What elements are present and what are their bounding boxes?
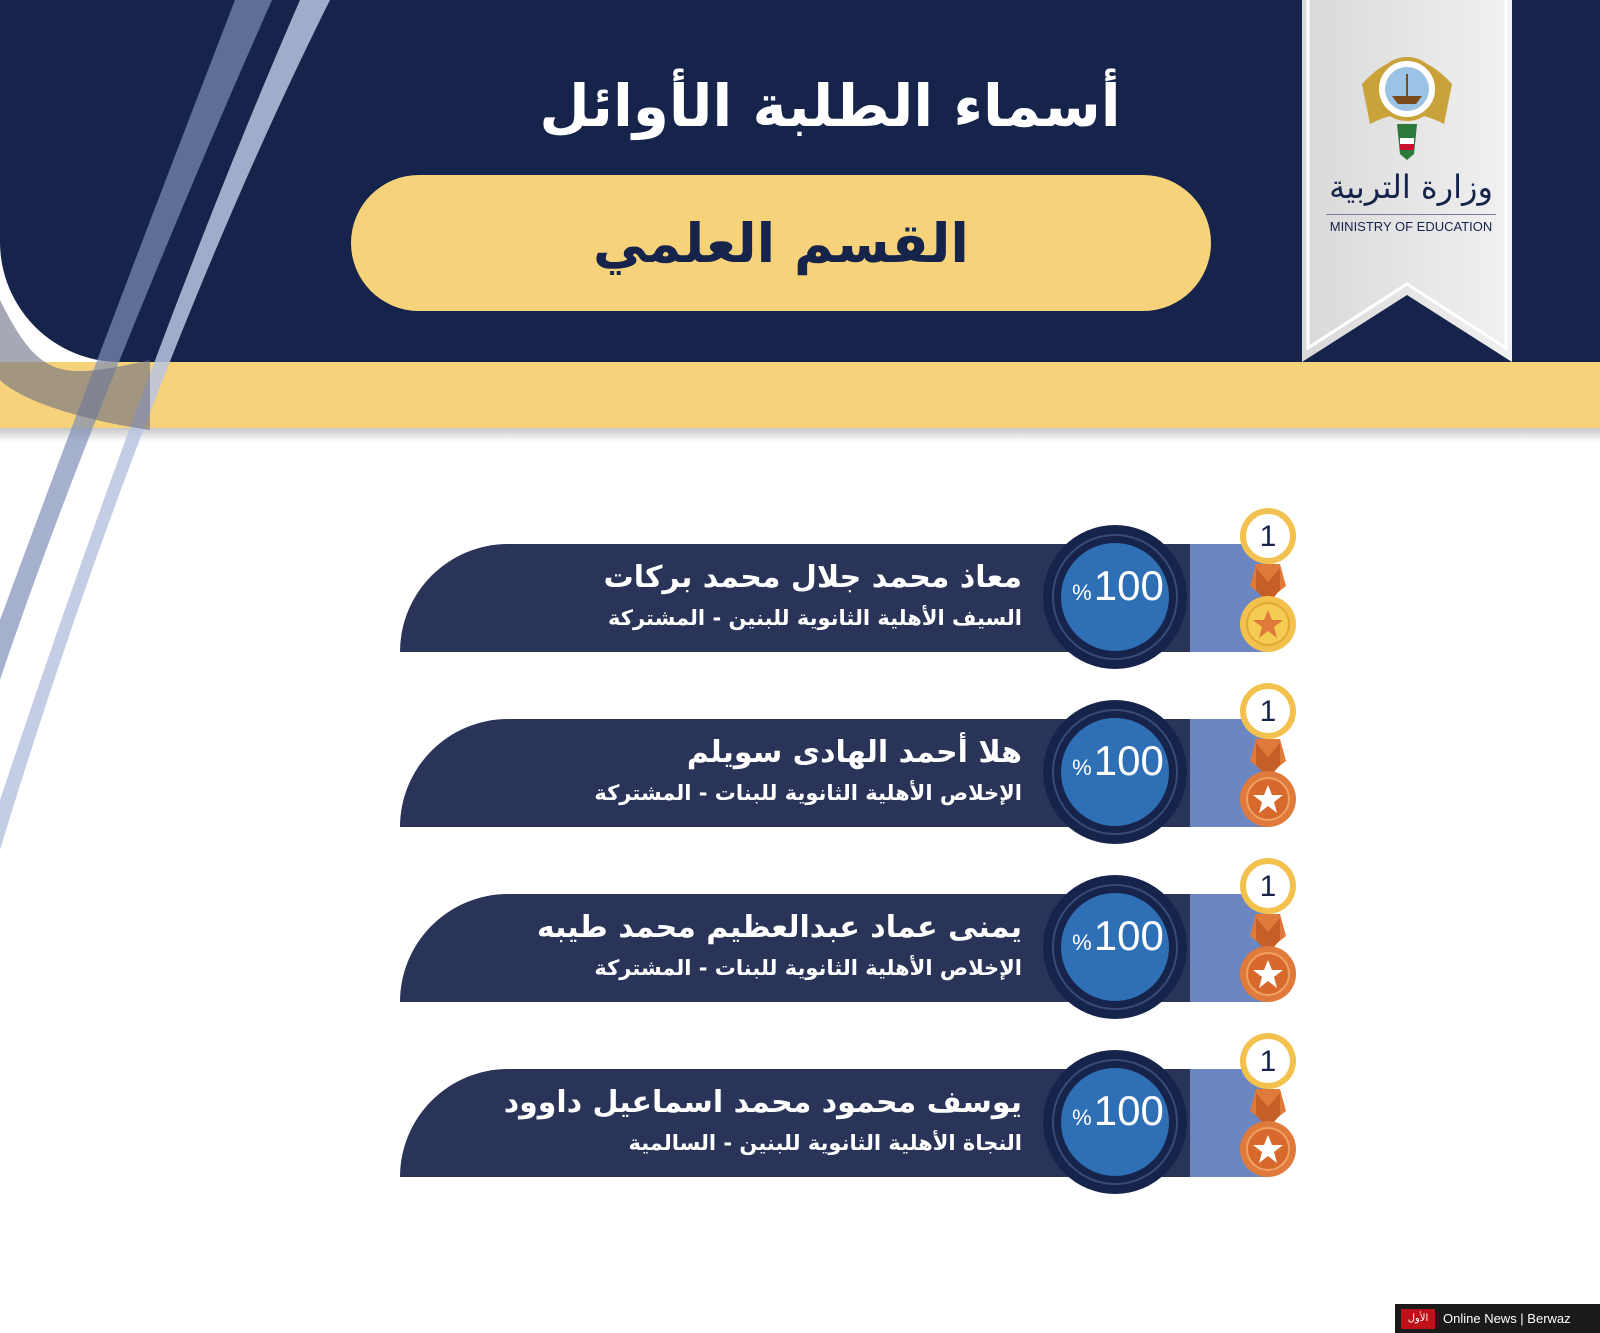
student-card <box>400 1047 1300 1221</box>
kuwait-emblem-icon <box>1352 44 1462 164</box>
score-value: 100 <box>1093 1087 1164 1134</box>
student-name: يمنى عماد عبدالعظيم محمد طيبه <box>536 910 1022 945</box>
rank-number: 1 <box>1259 1045 1277 1078</box>
score-value: 100 <box>1093 562 1164 609</box>
score <box>1058 1087 1178 1135</box>
score <box>1058 562 1178 610</box>
score-value: 100 <box>1093 737 1164 784</box>
score-value: 100 <box>1093 912 1164 959</box>
ministry-name-en: MINISTRY OF EDUCATION <box>1329 219 1493 234</box>
ribbon-divider <box>1326 214 1496 215</box>
department-badge <box>351 175 1211 311</box>
student-card <box>400 872 1300 1046</box>
watermark-text: Online News | Berwaz <box>1443 1311 1571 1326</box>
page-title: أسماء الطلبة الأوائل <box>539 72 1121 140</box>
student-name: يوسف محمود محمد اسماعيل داوود <box>503 1085 1022 1120</box>
rank-number: 1 <box>1259 520 1277 553</box>
department-label: القسم العلمي <box>593 211 969 275</box>
rank-number: 1 <box>1259 695 1277 728</box>
student-card <box>400 697 1300 871</box>
score <box>1058 737 1178 785</box>
student-school: الإخلاص الأهلية الثانوية للبنات - المشتركة <box>594 781 1022 805</box>
ministry-name-ar: وزارة التربية <box>1329 168 1493 206</box>
student-school: الإخلاص الأهلية الثانوية للبنات - المشتركة <box>594 956 1022 980</box>
score-unit: % <box>1072 1105 1092 1130</box>
header-yellow-band <box>0 362 1600 428</box>
score <box>1058 912 1178 960</box>
score-unit: % <box>1072 930 1092 955</box>
student-card <box>400 522 1300 696</box>
score-unit: % <box>1072 755 1092 780</box>
student-school: النجاة الأهلية الثانوية للبنين - السالمية <box>628 1131 1022 1155</box>
band-shadow <box>0 428 1600 442</box>
student-school: السيف الأهلية الثانوية للبنين - المشتركة <box>608 606 1022 630</box>
score-unit: % <box>1072 580 1092 605</box>
watermark <box>1395 1304 1600 1333</box>
rank-number: 1 <box>1259 870 1277 903</box>
student-name: هلا أحمد الهادى سويلم <box>686 735 1022 770</box>
student-name: معاذ محمد جلال محمد بركات <box>603 560 1022 595</box>
watermark-badge: الأول <box>1401 1309 1435 1329</box>
